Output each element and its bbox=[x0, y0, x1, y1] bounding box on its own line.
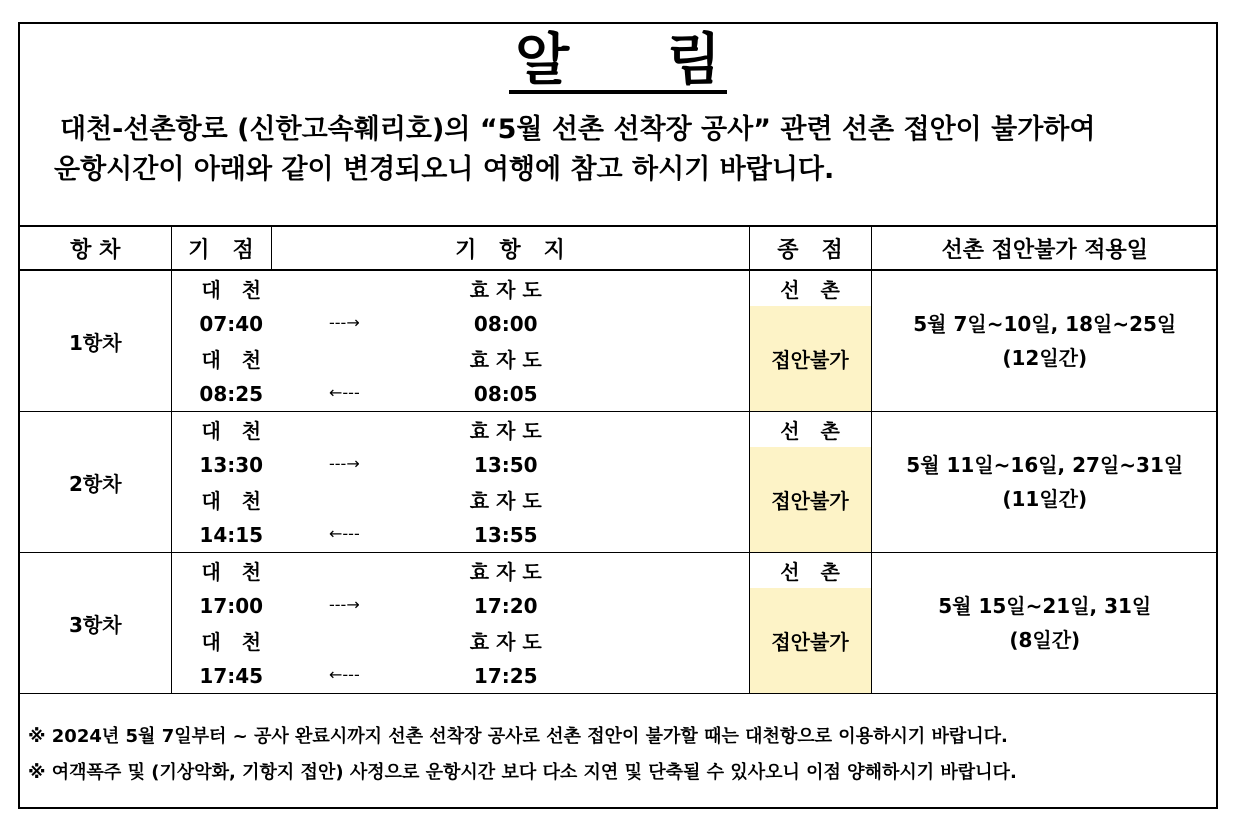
header-origin: 기 점 bbox=[171, 226, 271, 270]
destination-value: 08:00 bbox=[473, 311, 538, 336]
terminal-cell bbox=[749, 376, 871, 412]
terminal-cell bbox=[749, 588, 871, 623]
port-of-call-cell bbox=[271, 306, 749, 341]
direction-arrow: ---→ bbox=[329, 313, 360, 332]
origin-cell: 대 천 bbox=[201, 560, 262, 584]
header-port-of-call: 기 항 지 bbox=[271, 226, 749, 270]
header-terminal: 종 점 bbox=[749, 226, 871, 270]
port-of-call-cell bbox=[271, 376, 749, 412]
destination-value: 효 자 도 bbox=[469, 419, 542, 443]
terminal-cell bbox=[749, 306, 871, 341]
table-row bbox=[20, 553, 1218, 589]
table-row bbox=[20, 270, 1218, 306]
port-of-call-cell bbox=[271, 623, 749, 658]
terminal-cell: 접안불가 bbox=[749, 623, 871, 658]
schedule-table bbox=[20, 225, 1218, 694]
destination-value: 13:50 bbox=[473, 452, 538, 477]
origin-cell: 14:15 bbox=[171, 517, 271, 553]
notice-frame bbox=[18, 22, 1218, 809]
port-of-call-cell bbox=[271, 447, 749, 482]
direction-arrow: ---→ bbox=[329, 454, 360, 473]
header-trip: 항 차 bbox=[20, 226, 171, 270]
origin-cell: 대 천 bbox=[201, 630, 262, 654]
destination-value: 효 자 도 bbox=[469, 489, 542, 513]
origin-cell: 17:00 bbox=[199, 593, 264, 618]
trip-name: 3항차 bbox=[20, 553, 171, 694]
destination-value: 17:20 bbox=[473, 593, 538, 618]
trip-name: 1항차 bbox=[20, 270, 171, 412]
direction-arrow: ←--- bbox=[329, 524, 360, 543]
intro-text bbox=[54, 110, 1196, 190]
terminal-cell: 선 촌 bbox=[749, 553, 871, 589]
terminal-cell bbox=[749, 447, 871, 482]
note-1: ※ 2024년 5월 7일부터 ~ 공사 완료시까지 선촌 선착장 공사로 선촌 접안이 불가할 때는 대천항으로 이용하시기 바랍니다. bbox=[28, 726, 1008, 747]
note-2: ※ 여객폭주 및 (기상악화, 기항지 접안) 사정으로 운항시간 보다 다소 지연 및 단축될 수 있사오니 이점 양해하시기 바랍니다. bbox=[28, 762, 1017, 783]
direction-arrow: ---→ bbox=[329, 595, 360, 614]
origin-cell: 대 천 bbox=[201, 348, 262, 372]
direction-arrow: ←--- bbox=[329, 665, 360, 684]
period-days: (11일간) bbox=[1002, 487, 1088, 511]
period-cell bbox=[871, 553, 1218, 694]
trip-name: 2항차 bbox=[20, 412, 171, 553]
origin-cell: 대 천 bbox=[201, 489, 262, 513]
destination-value: 08:05 bbox=[473, 381, 538, 406]
intro-line-1: 대천-선촌항로 (신한고속훼리호)의 “5월 선촌 선착장 공사” 관련 선촌 접안이 불가하여 bbox=[60, 114, 1096, 145]
period-dates: 5월 15일~21일, 31일 bbox=[938, 594, 1152, 618]
direction-arrow: ←--- bbox=[329, 383, 360, 402]
period-cell bbox=[871, 270, 1218, 412]
table-header-row bbox=[20, 226, 1218, 270]
origin-cell: 대 천 bbox=[201, 278, 262, 302]
destination-value: 효 자 도 bbox=[469, 348, 542, 372]
port-of-call-cell bbox=[271, 517, 749, 553]
period-dates: 5월 11일~16일, 27일~31일 bbox=[906, 453, 1184, 477]
port-of-call-cell bbox=[271, 482, 749, 517]
intro-line-2: 운항시간이 아래와 같이 변경되오니 여행에 참고 하시기 바랍니다. bbox=[54, 154, 835, 185]
port-of-call-cell bbox=[271, 270, 749, 306]
notes bbox=[28, 714, 1208, 786]
notice-title: 알 림 bbox=[20, 28, 1216, 94]
destination-value: 13:55 bbox=[473, 522, 538, 547]
destination-value: 효 자 도 bbox=[469, 278, 542, 302]
terminal-cell bbox=[749, 658, 871, 694]
schedule-body bbox=[20, 270, 1218, 694]
terminal-cell: 접안불가 bbox=[749, 341, 871, 376]
origin-cell: 07:40 bbox=[199, 311, 264, 336]
terminal-cell: 선 촌 bbox=[749, 412, 871, 448]
port-of-call-cell bbox=[271, 341, 749, 376]
origin-cell: 대 천 bbox=[201, 419, 262, 443]
period-cell bbox=[871, 412, 1218, 553]
terminal-cell: 선 촌 bbox=[749, 270, 871, 306]
period-days: (12일간) bbox=[1002, 346, 1088, 370]
port-of-call-cell bbox=[271, 588, 749, 623]
header-period: 선촌 접안불가 적용일 bbox=[871, 226, 1218, 270]
port-of-call-cell bbox=[271, 658, 749, 694]
terminal-cell: 접안불가 bbox=[749, 482, 871, 517]
origin-cell: 08:25 bbox=[171, 376, 271, 412]
destination-value: 효 자 도 bbox=[469, 560, 542, 584]
port-of-call-cell bbox=[271, 553, 749, 589]
period-days: (8일간) bbox=[1009, 628, 1081, 652]
destination-value: 효 자 도 bbox=[469, 630, 542, 654]
destination-value: 17:25 bbox=[473, 663, 538, 688]
table-row bbox=[20, 412, 1218, 448]
period-dates: 5월 7일~10일, 18일~25일 bbox=[913, 312, 1177, 336]
origin-cell: 17:45 bbox=[171, 658, 271, 694]
terminal-cell bbox=[749, 517, 871, 553]
origin-cell: 13:30 bbox=[199, 452, 264, 477]
port-of-call-cell bbox=[271, 412, 749, 448]
